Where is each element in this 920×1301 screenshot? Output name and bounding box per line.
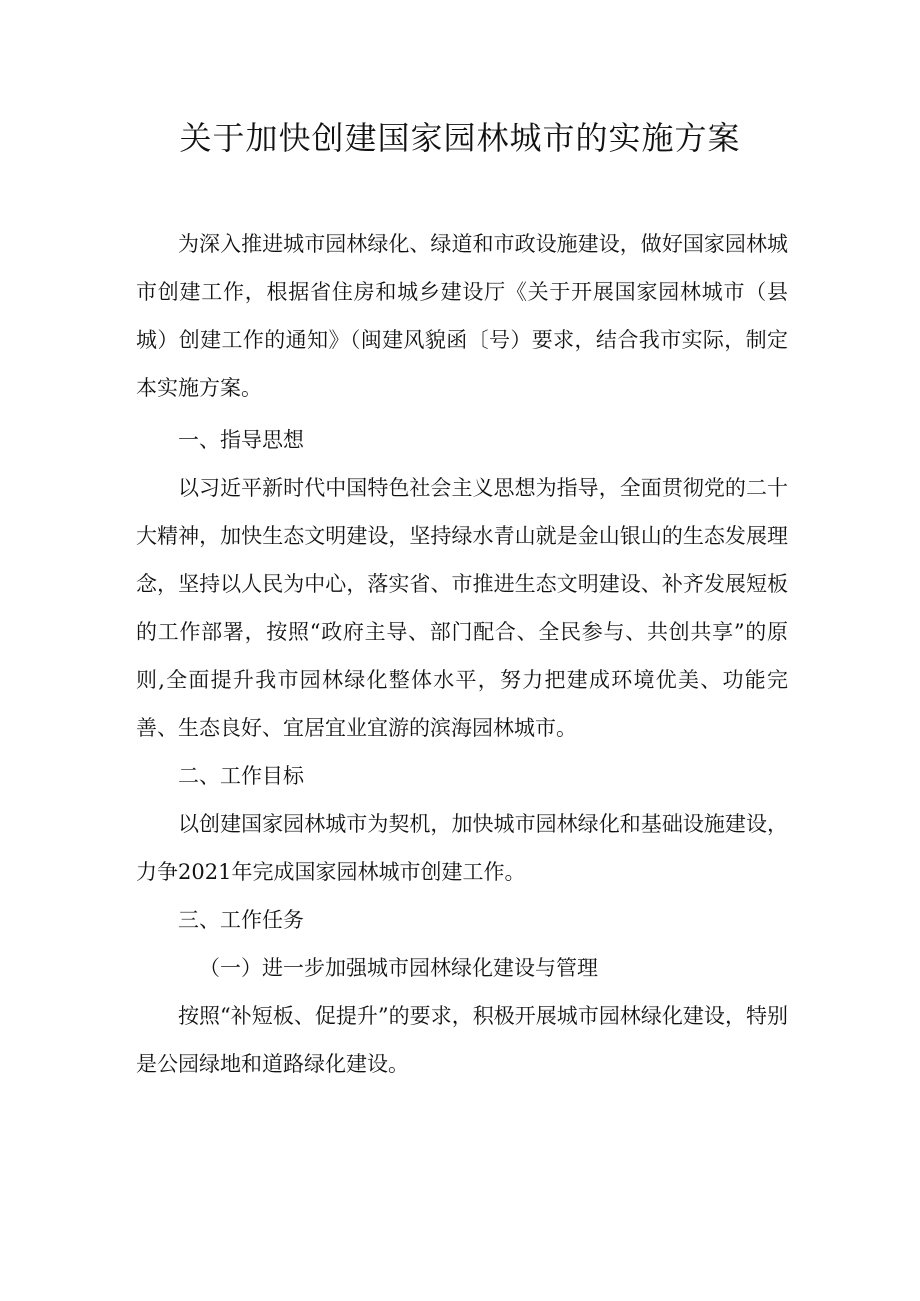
section-paragraph-work-goals: 以创建国家园林城市为契机，加快城市园林绿化和基础设施建设，力争2021年完成国家园林城市创建工作。 [136,812,788,884]
section-heading-guiding-ideology: 一、指导思想 [178,428,304,452]
subsection-heading-greening: （一）进一步加强城市园林绿化建设与管理 [199,956,598,980]
intro-paragraph: 为深入推进城市园林绿化、绿道和市政设施建设，做好国家园林城市创建工作，根据省住房和城乡建设厅《关于开展国家园林城市（县城）创建工作的通知》（闽建风貌函〔号）要求，结合我市实际，制定本实施方案。 [136,232,788,400]
section-paragraph-work-tasks: 按照“补短板、促提升”的要求，积极开展城市园林绿化建设，特别是公园绿地和道路绿化建设。 [136,1004,788,1076]
section-heading-work-goals: 二、工作目标 [178,764,304,788]
document-body [136,220,788,1088]
document-title: 关于加快创建国家园林城市的实施方案 [179,119,741,157]
section-paragraph-guiding-ideology: 以习近平新时代中国特色社会主义思想为指导，全面贯彻党的二十大精神，加快生态文明建设，坚持绿水青山就是金山银山的生态发展理念，坚持以人民为中心，落实省、市推进生态文明建设、补齐发展短板的工作部署，按照“政府主导、部门配合、全民参与、共创共享”的原则,全面提升我市园林绿化整体水平，努力把建成环境优美、功能完善、生态良好、宜居宜业宜游的滨海园林城市。 [136,476,788,740]
section-heading-work-tasks: 三、工作任务 [178,908,304,932]
